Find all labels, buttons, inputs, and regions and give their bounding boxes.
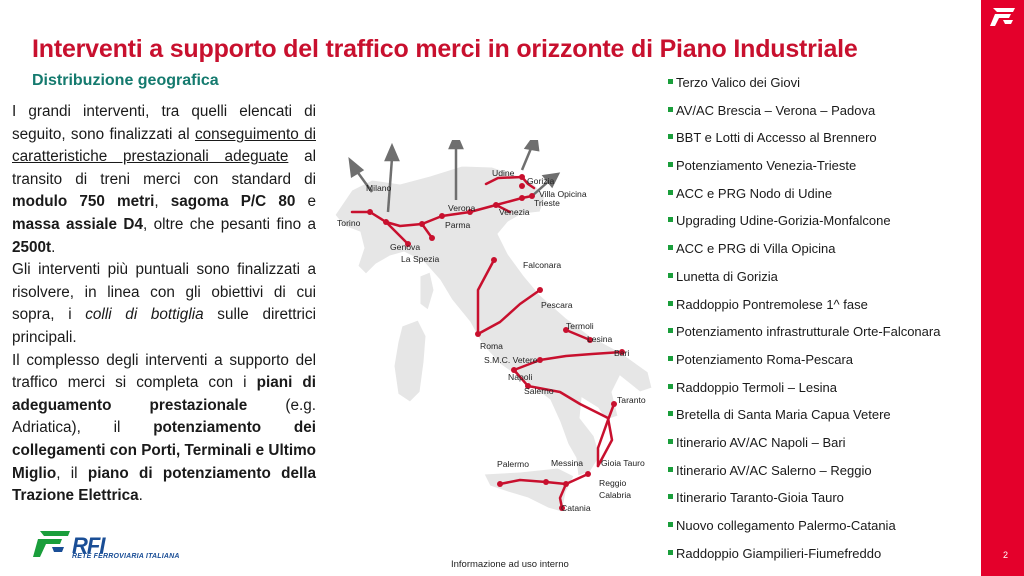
list-item: ACC e PRG Nodo di Udine <box>668 184 988 212</box>
city-label-catania: Catania <box>561 503 591 513</box>
city-label-falconara: Falconara <box>523 260 562 270</box>
list-item: Lunetta di Gorizia <box>668 267 988 295</box>
city-label-calabria: Calabria <box>599 490 632 500</box>
city-label-trieste: Trieste <box>534 198 560 208</box>
rfi-logo-subtitle: RETE FERROVIARIA ITALIANA <box>72 553 180 560</box>
paragraph-3: Il complesso degli interventi a supporto del traffico merci si completa con i piani di adeguamento prestazionale (e.g. Adriatica), il potenziamento dei collegamenti con Porti, Terminali e Ultimo Miglio, il piano di potenziamento della Trazione Elettrica. <box>12 351 317 505</box>
city-label-torino: Torino <box>337 218 361 228</box>
list-item: Potenziamento Roma-Pescara <box>668 350 988 378</box>
list-item: Terzo Valico dei Giovi <box>668 73 988 101</box>
city-label-la-spezia: La Spezia <box>401 254 440 264</box>
corsica <box>420 272 434 310</box>
rfi-logo-icon <box>30 527 74 563</box>
city-label-bari: Bari <box>614 348 630 358</box>
page-title: Interventi a supporto del traffico merci in orizzonte di Piano Industriale <box>32 35 858 63</box>
city-label-smc-vetere: S.M.C. Vetere <box>484 355 538 365</box>
city-label-verona: Verona <box>448 203 476 213</box>
list-item: Itinerario Taranto-Gioia Tauro <box>668 488 988 516</box>
city-label-messina: Messina <box>551 458 583 468</box>
list-item: Itinerario AV/AC Napoli – Bari <box>668 433 988 461</box>
paragraph-1: I grandi interventi, tra quelli elencati di seguito, sono finalizzati al conseguimento di caratteristiche prestazionali adeguate al transito di treni merci con standard di modulo 750 metri, sagoma P/C 80 e massa assiale D4, oltre che pesanti fino a 2500t. <box>12 103 316 256</box>
city-label-milano: Milano <box>366 183 392 193</box>
city-label-roma: Roma <box>480 341 503 351</box>
city-label-pescara: Pescara <box>541 300 573 310</box>
city-label-udine: Udine <box>492 168 515 178</box>
classification-label: Informazione ad uso interno <box>451 559 569 570</box>
rfi-logo-text: RFI <box>72 533 105 558</box>
list-item: BBT e Lotti di Accesso al Brennero <box>668 128 988 156</box>
list-item: Nuovo collegamento Palermo-Catania <box>668 516 988 544</box>
city-label-villa-opicina: Villa Opicina <box>539 189 587 199</box>
list-item: Bretella di Santa Maria Capua Vetere <box>668 405 988 433</box>
city-label-palermo: Palermo <box>497 459 529 469</box>
fs-logo-icon <box>987 4 1019 30</box>
city-label-lesina: Lesina <box>587 334 613 344</box>
list-item: Raddoppio Termoli – Lesina <box>668 378 988 406</box>
city-label-gorizia: Gorizia <box>527 176 555 186</box>
city-label-salerno: Salerno <box>524 386 554 396</box>
list-item: ACC e PRG di Villa Opicina <box>668 239 988 267</box>
city-label-parma: Parma <box>445 220 471 230</box>
description-text <box>12 101 316 508</box>
interventions-list <box>668 73 988 571</box>
city-label-genova: Genova <box>390 242 421 252</box>
city-label-taranto: Taranto <box>617 395 646 405</box>
list-item: Raddoppio Pontremolese 1^ fase <box>668 295 988 323</box>
sardinia <box>394 320 426 402</box>
city-label-termoli: Termoli <box>566 321 594 331</box>
list-item: Upgrading Udine-Gorizia-Monfalcone <box>668 211 988 239</box>
city-label-napoli: Napoli <box>508 372 533 382</box>
list-item: Raddoppio Giampilieri-Fiumefreddo <box>668 544 988 572</box>
city-label-reggio: Reggio <box>599 478 627 488</box>
list-item: Itinerario AV/AC Salerno – Reggio <box>668 461 988 489</box>
page-subtitle: Distribuzione geografica <box>32 72 219 89</box>
page-number: 2 <box>1002 550 1008 560</box>
paragraph-2: Gli interventi più puntuali sono finalizzati a risolvere, in linea con gli obiettivi di cui sopra, i colli di bottiglia sulle direttrici principali. <box>12 261 316 346</box>
list-item: Potenziamento Venezia-Trieste <box>668 156 988 184</box>
city-label-venezia: Venezia <box>499 207 530 217</box>
city-label-gioia-tauro: Gioia Tauro <box>601 458 645 468</box>
list-item: AV/AC Brescia – Verona – Padova <box>668 101 988 129</box>
list-item: Potenziamento infrastrutturale Orte-Falconara <box>668 322 988 350</box>
